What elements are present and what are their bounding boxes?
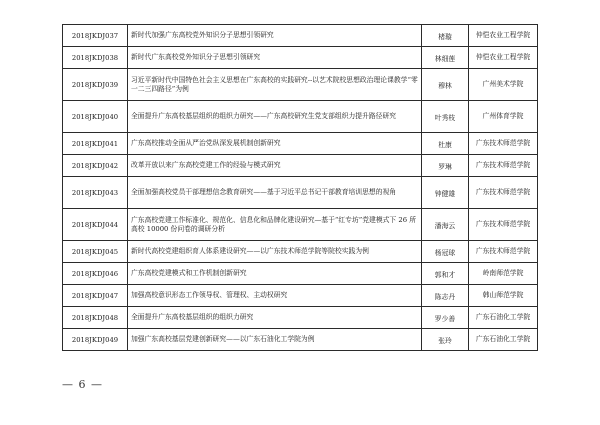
table-row — [63, 263, 538, 285]
project-code: 2018JKDJ038 — [63, 47, 128, 69]
table-row — [63, 69, 538, 101]
project-code: 2018JKDJ044 — [63, 209, 128, 241]
project-title: 加强广东高校基层党建创新研究——以广东石油化工学院为例 — [128, 329, 422, 351]
project-leader: 张玲 — [422, 329, 469, 351]
table-row — [63, 133, 538, 155]
project-leader: 林细莲 — [422, 47, 469, 69]
project-code: 2018JKDJ046 — [63, 263, 128, 285]
table-row — [63, 155, 538, 177]
table-row — [63, 329, 538, 351]
table-row — [63, 307, 538, 329]
project-unit: 广东技术师范学院 — [469, 155, 538, 177]
project-leader: 穆林 — [422, 69, 469, 101]
table-row — [63, 241, 538, 263]
project-leader: 钟健雄 — [422, 177, 469, 209]
project-unit: 仲恺农业工程学院 — [469, 47, 538, 69]
project-code: 2018JKDJ045 — [63, 241, 128, 263]
project-code: 2018JKDJ049 — [63, 329, 128, 351]
project-leader: 楮璇 — [422, 25, 469, 47]
project-code: 2018JKDJ037 — [63, 25, 128, 47]
project-table-body — [63, 25, 538, 351]
project-leader: 潘海云 — [422, 209, 469, 241]
project-title: 加强高校意识形态工作领导权、管理权、主动权研究 — [128, 285, 422, 307]
project-title: 全面提升广东高校基层组织的组织力研究 — [128, 307, 422, 329]
project-title: 广东高校推动全面从严治党纵深发展机制创新研究 — [128, 133, 422, 155]
project-title: 广东高校党建工作标准化、规范化、信息化和品牌化建设研究—基于“红专坊”党建模式下 26 所高校 10000 份问卷的调研分析 — [128, 209, 422, 241]
table-row — [63, 47, 538, 69]
project-title: 全面提升广东高校基层组织的组织力研究——广东高校研究生党支部组织力提升路径研究 — [128, 101, 422, 133]
project-unit: 广州体育学院 — [469, 101, 538, 133]
project-title: 广东高校党建模式和工作机制创新研究 — [128, 263, 422, 285]
project-title: 全面加强高校党员干部理想信念教育研究——基于习近平总书记干部教育培训思想的视角 — [128, 177, 422, 209]
project-unit: 广东技术师范学院 — [469, 177, 538, 209]
project-leader: 陈志丹 — [422, 285, 469, 307]
project-code: 2018JKDJ041 — [63, 133, 128, 155]
project-leader: 杨冠球 — [422, 241, 469, 263]
project-unit: 广东技术师范学院 — [469, 209, 538, 241]
table-row — [63, 285, 538, 307]
project-unit: 仲恺农业工程学院 — [469, 25, 538, 47]
project-unit: 广州美术学院 — [469, 69, 538, 101]
table-row — [63, 177, 538, 209]
project-code: 2018JKDJ048 — [63, 307, 128, 329]
table-row — [63, 209, 538, 241]
project-unit: 韩山师范学院 — [469, 285, 538, 307]
project-code: 2018JKDJ042 — [63, 155, 128, 177]
project-leader: 罗琳 — [422, 155, 469, 177]
project-title: 新时代广东高校党外知识分子思想引领研究 — [128, 47, 422, 69]
project-code: 2018JKDJ043 — [63, 177, 128, 209]
page-number: — 6 — — [62, 378, 103, 391]
project-code: 2018JKDJ047 — [63, 285, 128, 307]
project-code: 2018JKDJ040 — [63, 101, 128, 133]
project-leader: 杜康 — [422, 133, 469, 155]
project-code: 2018JKDJ039 — [63, 69, 128, 101]
project-title: 新时代高校党建组织育人体系建设研究——以广东技术师范学院等院校实践为例 — [128, 241, 422, 263]
project-leader: 叶秀枝 — [422, 101, 469, 133]
project-unit: 广东技术师范学院 — [469, 241, 538, 263]
project-leader: 郭和才 — [422, 263, 469, 285]
project-title: 改革开放以来广东高校党建工作的经验与模式研究 — [128, 155, 422, 177]
project-unit: 广东技术师范学院 — [469, 133, 538, 155]
project-unit: 广东石油化工学院 — [469, 329, 538, 351]
project-unit: 广东石油化工学院 — [469, 307, 538, 329]
project-title: 习近平新时代中国特色社会主义思想在广东高校的实践研究--以艺术院校思想政治理论课教学“零一二三四路径”为例 — [128, 69, 422, 101]
project-title: 新时代加强广东高校党外知识分子思想引领研究 — [128, 25, 422, 47]
table-row — [63, 101, 538, 133]
project-leader: 罗少善 — [422, 307, 469, 329]
project-unit: 岭南师范学院 — [469, 263, 538, 285]
project-table — [62, 24, 538, 351]
table-row — [63, 25, 538, 47]
